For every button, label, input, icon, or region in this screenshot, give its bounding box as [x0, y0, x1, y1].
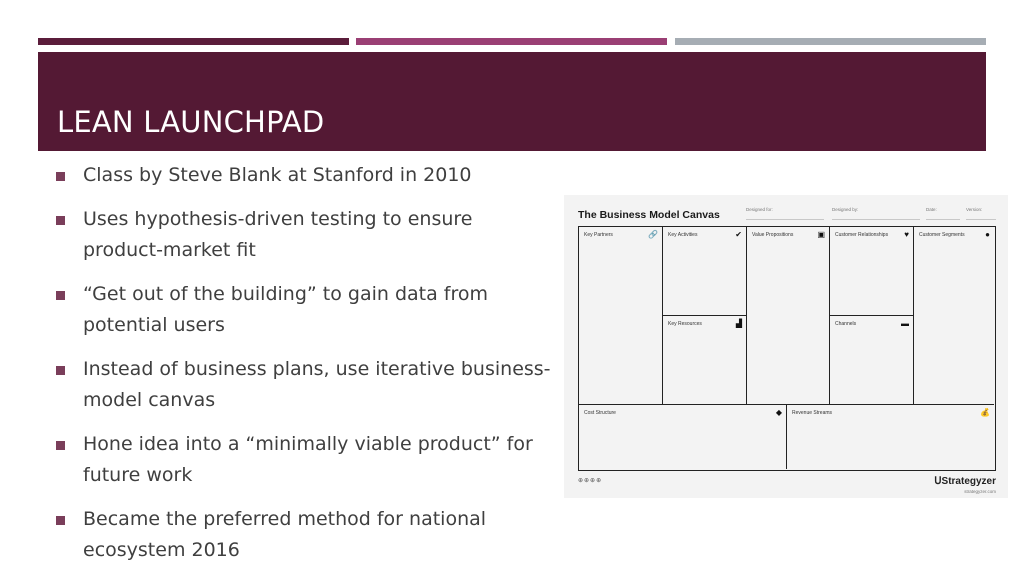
bullet-text: Became the preferred method for national ecosystem 2016 — [83, 508, 487, 561]
factory-icon: ▟ — [735, 319, 742, 328]
bullet-text: Hone idea into a “minimally viable product” for future work — [83, 433, 533, 486]
check-icon: ✔ — [735, 230, 742, 239]
block-label: Key Partners — [584, 232, 613, 238]
block-label: Cost Structure — [584, 410, 616, 416]
license-icons: ⊕⊕⊕⊕ — [578, 478, 603, 484]
accent-bar-magenta — [356, 38, 667, 45]
block-key-resources — [663, 316, 747, 405]
gift-icon: ▣ — [817, 230, 825, 239]
slide-title: LEAN LAUNCHPAD — [57, 105, 325, 139]
strategyzer-logo: ᑌStrategyzer — [934, 476, 996, 487]
heart-icon: ♥ — [904, 230, 909, 239]
bullet-item — [56, 279, 556, 341]
canvas-grid — [578, 226, 996, 471]
bullet-item — [56, 504, 556, 566]
bullet-square-icon — [56, 216, 65, 225]
block-label: Key Activities — [668, 232, 698, 238]
meta-version: Version: — [966, 207, 996, 220]
block-label: Revenue Streams — [792, 410, 833, 416]
title-bar — [38, 52, 986, 151]
bullet-text: Class by Steve Blank at Stanford in 2010 — [83, 164, 472, 186]
bullet-square-icon — [56, 516, 65, 525]
block-customer-relationships — [830, 227, 914, 316]
block-channels — [830, 316, 914, 405]
bullet-square-icon — [56, 366, 65, 375]
truck-icon: ▬ — [901, 319, 909, 328]
bullet-item — [56, 354, 556, 416]
bullet-square-icon — [56, 441, 65, 450]
block-label: Value Propositions — [752, 232, 794, 238]
block-label: Channels — [835, 321, 857, 327]
money-bag-icon: 💰 — [980, 408, 990, 417]
link-icon: 🔗 — [648, 230, 658, 239]
meta-date: Date: — [926, 207, 960, 220]
bullet-text: “Get out of the building” to gain data from potential users — [83, 283, 489, 336]
brand-name: Strategyzer — [941, 476, 996, 487]
block-key-partners — [579, 227, 663, 405]
meta-designed-for: Designed for: — [746, 207, 824, 220]
bullet-text: Uses hypothesis-driven testing to ensure product-market fit — [83, 208, 473, 261]
block-key-activities — [663, 227, 747, 316]
accent-bar-dark — [38, 38, 349, 45]
bullet-item — [56, 160, 556, 191]
block-revenue-streams — [787, 405, 994, 469]
block-cost-structure — [579, 405, 787, 469]
person-icon: ● — [985, 230, 990, 239]
bullet-item — [56, 429, 556, 491]
block-customer-segments — [914, 227, 994, 405]
block-value-propositions — [747, 227, 830, 405]
brand-url: strategyzer.com — [964, 489, 996, 494]
bullet-item — [56, 204, 556, 266]
canvas-title: The Business Model Canvas — [578, 209, 720, 221]
bullet-list — [56, 160, 556, 579]
block-label: Customer Relationships — [835, 232, 889, 238]
business-model-canvas-image — [564, 195, 1008, 498]
block-label: Key Resources — [668, 321, 702, 327]
bullet-text: Instead of business plans, use iterative business-model canvas — [83, 358, 551, 411]
block-label: Customer Segments — [919, 232, 965, 238]
meta-designed-by: Designed by: — [832, 207, 920, 220]
tag-icon: ◆ — [775, 408, 782, 417]
bullet-square-icon — [56, 291, 65, 300]
bullet-square-icon — [56, 172, 65, 181]
accent-bar-gray — [675, 38, 986, 45]
